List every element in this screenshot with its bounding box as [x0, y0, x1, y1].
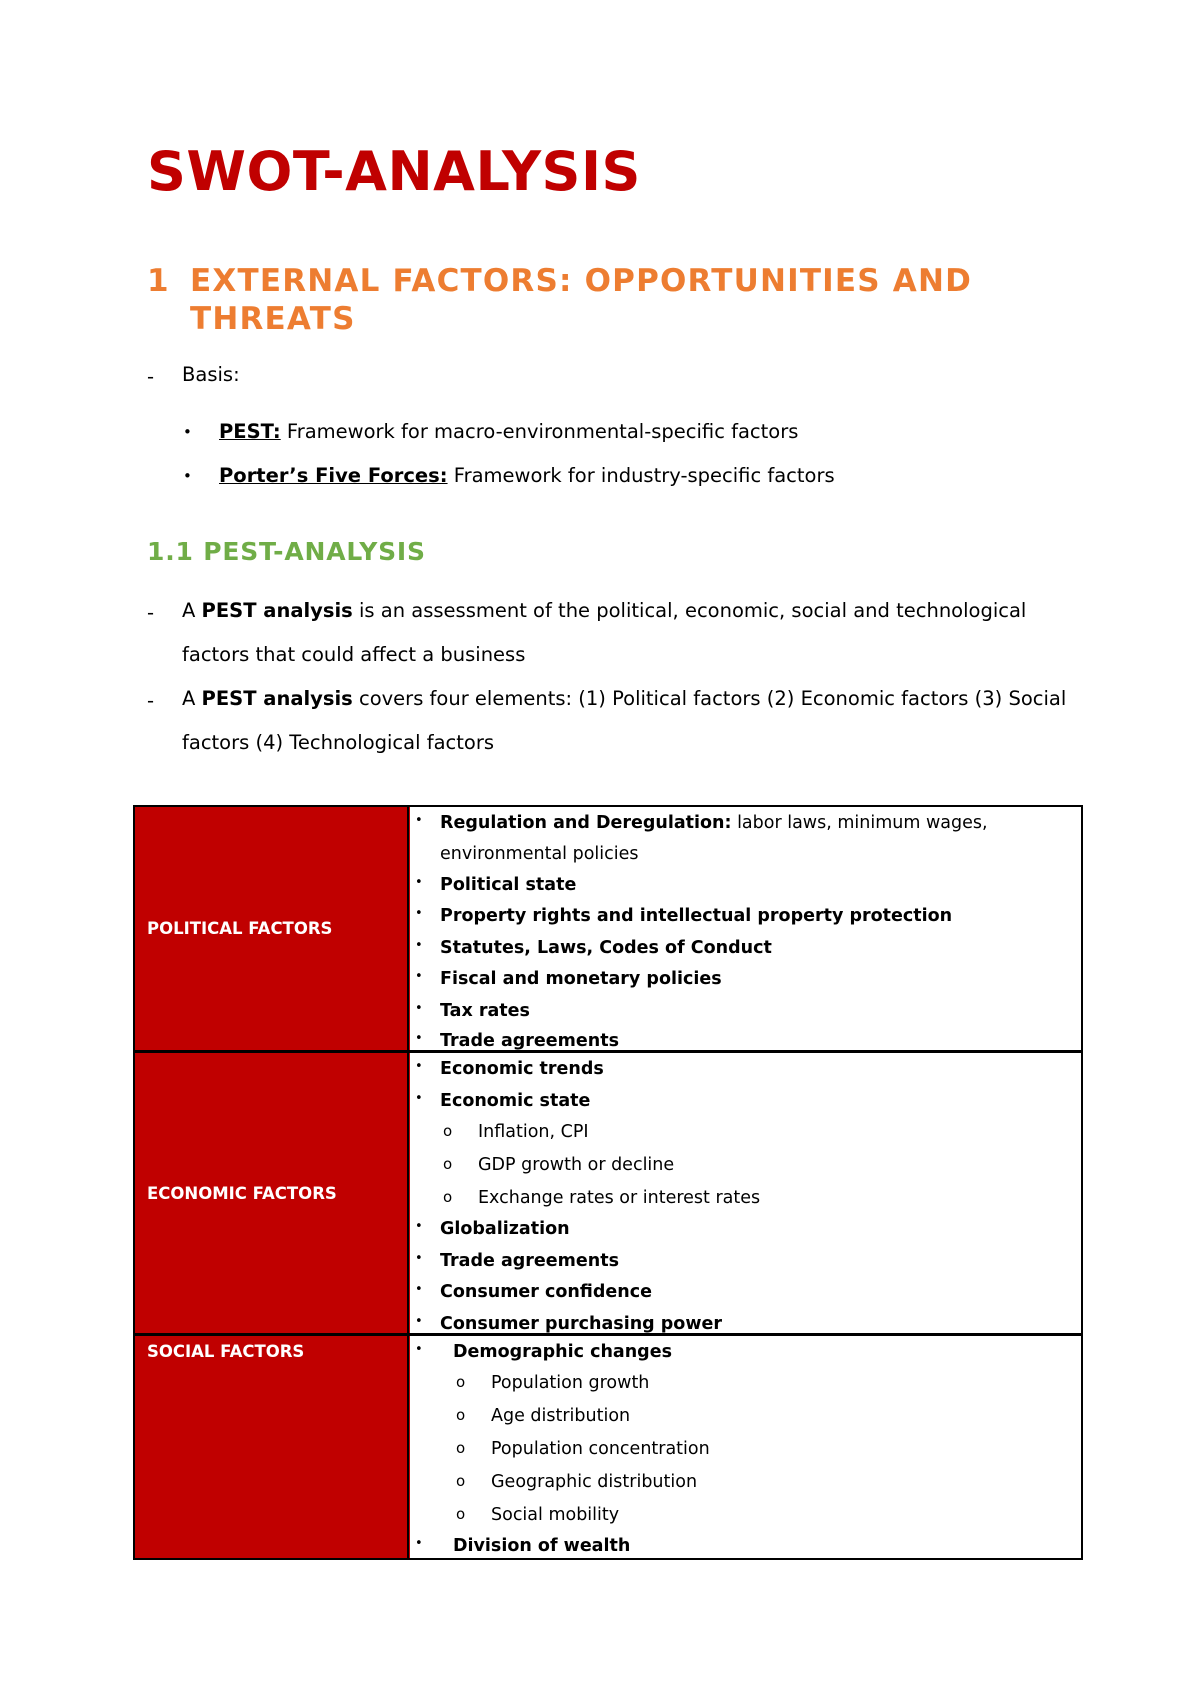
table-top-rule	[133, 805, 1083, 807]
section-number: 1	[147, 263, 170, 299]
social-label: SOCIAL FACTORS	[147, 1342, 305, 1361]
section-heading-external-factors	[147, 262, 1027, 338]
bullet-icon: •	[415, 1031, 423, 1046]
circle-bullet-icon: o	[456, 1406, 466, 1424]
political-label: POLITICAL FACTORS	[147, 919, 333, 938]
circle-bullet-icon: o	[456, 1505, 466, 1523]
circle-bullet-icon: o	[456, 1472, 466, 1490]
basis-label: Basis:	[182, 363, 240, 386]
table-bottom-rule	[133, 1558, 1083, 1560]
circle-bullet-icon: o	[456, 1373, 466, 1391]
subsection-heading-pest: 1.1 PEST-ANALYSIS	[147, 537, 426, 566]
bullet-icon: •	[415, 1342, 423, 1357]
circle-bullet-icon: o	[443, 1155, 453, 1173]
porter-description: Framework for industry-specific factors	[453, 464, 835, 487]
bullet-icon: •	[415, 969, 423, 984]
dash-marker: -	[147, 601, 155, 624]
circle-bullet-icon: o	[443, 1122, 453, 1140]
bullet-icon: •	[415, 1091, 423, 1106]
porter-term: Porter’s Five Forces:	[219, 464, 448, 487]
bullet-icon: •	[415, 875, 423, 890]
bullet-icon: •	[415, 938, 423, 953]
bullet-icon: •	[415, 1059, 423, 1074]
bullet-icon: •	[415, 1219, 423, 1234]
dash-marker: -	[147, 365, 155, 388]
circle-bullet-icon: o	[456, 1439, 466, 1457]
pest-table: POLITICAL FACTORS ECONOMIC FACTORS SOCIAL FACTORS • Regulation and Deregulation: labor laws, minimum wages, environmental policies • Political state • Property rights and intellectual property protection • Statutes, Laws, Codes of Conduct • Fiscal and monetary policies • Tax rates • Trade agreements • Economic trends • Economic state o Inflation, CPI o GDP growth or decline o Exchange rates or interest rates • Globalization • Trade agreements • Consumer confidence • Consumer purchasing power • Demographic changes o Population growth o Age distribution o Population concentration o Geographic distribution o Social mobility • Division of wealth	[133, 805, 1083, 1561]
bullet-icon: •	[183, 467, 192, 485]
pest-definition-text: A PEST analysis is an assessment of the political, economic, social and technological factors that could affect a business	[182, 599, 1027, 666]
economic-label: ECONOMIC FACTORS	[147, 1184, 337, 1203]
pest-description: Framework for macro-environmental-specific factors	[286, 420, 799, 443]
table-column-rule	[407, 805, 409, 1560]
section-title: EXTERNAL FACTORS: OPPORTUNITIES AND THREATS	[190, 263, 973, 337]
bullet-icon: •	[415, 1536, 423, 1551]
bullet-icon: •	[415, 1251, 423, 1266]
pest-elements-text: A PEST analysis covers four elements: (1) Political factors (2) Economic factors (3) Social factors (4) Technological factors	[182, 687, 1067, 754]
bullet-icon: •	[415, 906, 423, 921]
pest-term: PEST:	[219, 420, 281, 443]
economic-category-cell	[133, 1051, 410, 1334]
circle-bullet-icon: o	[443, 1188, 453, 1206]
bullet-icon: •	[415, 813, 423, 828]
dash-marker: -	[147, 689, 155, 712]
document-title: SWOT-ANALYSIS	[147, 140, 641, 203]
bullet-icon: •	[415, 1282, 423, 1297]
political-category-cell	[133, 805, 410, 1051]
social-category-cell	[133, 1334, 410, 1559]
list-item-continuation: environmental policies	[440, 844, 639, 864]
bullet-icon: •	[415, 1314, 423, 1329]
bullet-icon: •	[415, 1001, 423, 1016]
bullet-icon: •	[183, 423, 192, 441]
